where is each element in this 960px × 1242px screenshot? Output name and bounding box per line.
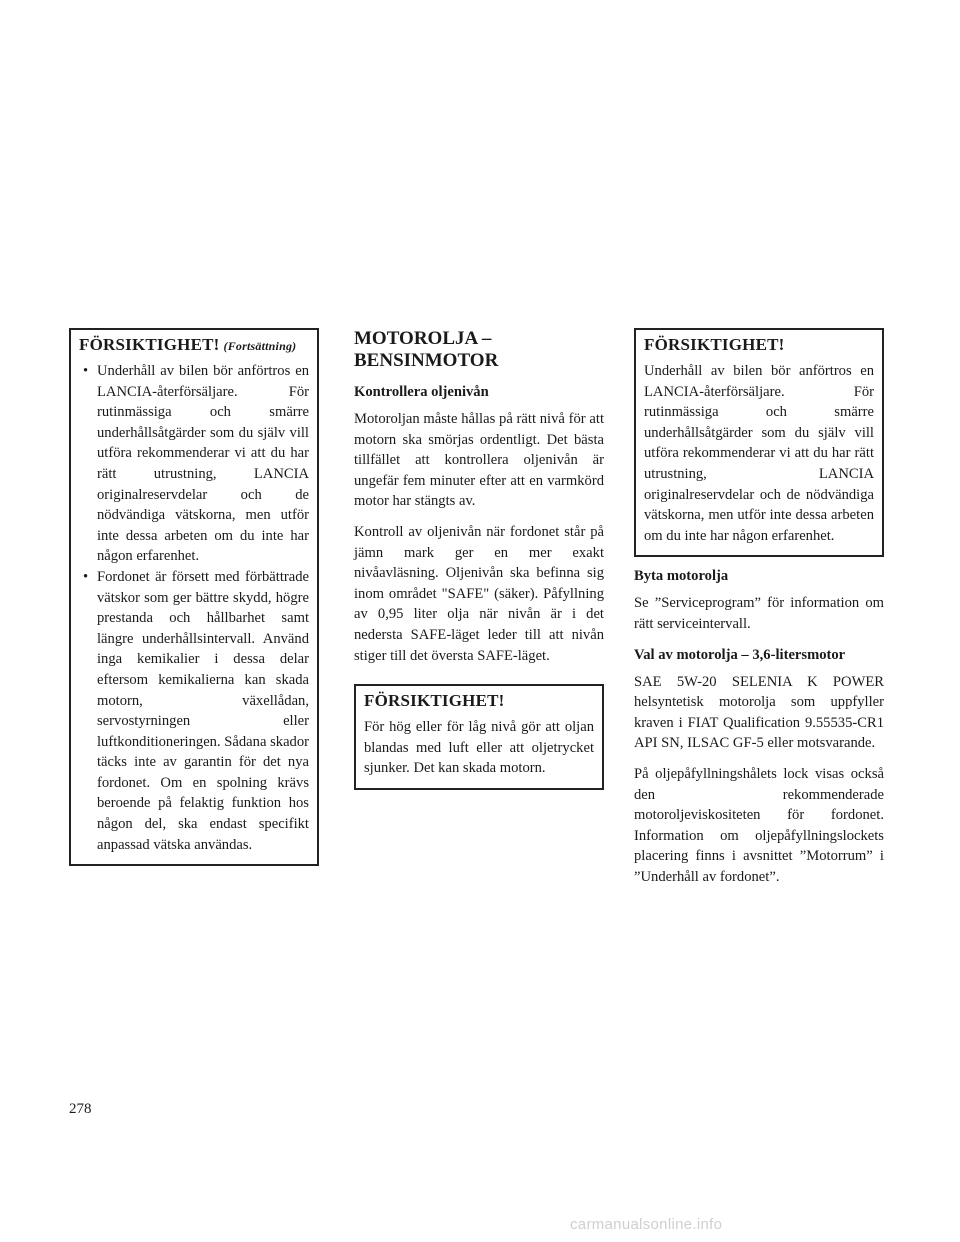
caution-title: FÖRSIKTIGHET! (364, 691, 505, 711)
body-paragraph: Kontroll av oljenivån när fordonet står på jämn mark ger en mer exakt nivåavläsning. Oljenivån ska befinna sig inom området "SAFE" (säker). Påfyllning av 0,95 liter olja när nivån är i det nedersta SAFE-läget leder till att nivån stiger till det översta SAFE-läget. (354, 523, 604, 664)
body-paragraph: SAE 5W-20 SELENIA K POWER helsyntetisk motorolja som uppfyller kraven i FIAT Qualification 9.55535-CR1 API SN, ILSAC GF-5 eller motsvarande. (634, 673, 884, 752)
watermark: carmanualsonline.info (570, 1216, 723, 1233)
column-middle (354, 328, 604, 790)
caution-continued-label: (Fortsättning) (223, 339, 297, 353)
subheading-oil-selection: Val av motorolja – 3,6-litersmotor (634, 646, 846, 663)
column-right (634, 328, 884, 897)
caution-bullet-item: • Fordonet är försett med förbättrade vätskor som ger bättre skydd, högre prestanda och hållbarhet samt längre underhållsintervall. Använd inga kemikalier i dessa delar eftersom kemikalierna kan skada motorn, växellådan, servostyrningen eller luftkonditioneringen. Sådana skador täcks inte av garantin för det nya fordonet. Om en spolning krävs beroende på felaktig funktion hos någon del, ska endast specifikt anpassad vätska användas. (79, 567, 309, 855)
column-left (69, 328, 319, 866)
caution-box (354, 684, 604, 790)
caution-text: För hög eller för låg nivå gör att oljan blandas med luft eller att oljetrycket sjunker. Det kan skada motorn. (364, 719, 594, 777)
subheading-check-oil-level: Kontrollera oljenivån (354, 384, 489, 400)
subheading-change-oil: Byta motorolja (634, 568, 729, 585)
section-title (354, 328, 604, 372)
caution-text: Underhåll av bilen bör anförtros en LANCIA-återförsäljare. För rutinmässiga och smärre underhållsåtgärder som du själv vill utföra rekommenderar vi att du har rätt utrustning, LANCIA originalreservdelar och de nödvändiga vätskorna, men utför inte dessa arbeten om du inte har någon erfarenhet. (644, 363, 874, 544)
body-paragraph: Se ”Serviceprogram” för information om rätt serviceintervall. (634, 595, 884, 632)
page-number: 278 (69, 1101, 92, 1117)
caution-bullet-item: • Underhåll av bilen bör anförtros en LANCIA-återförsäljare. För rutinmässiga och smärre underhållsåtgärder som du själv vill utföra rekommenderar vi att du har rätt utrustning, LANCIA originalreservdelar och de nödvändiga vätskorna, men utför inte dessa arbeten om du inte har någon erfarenhet. (79, 361, 309, 567)
caution-bullet-list (79, 361, 309, 855)
caution-title-text: FÖRSIKTIGHET! (79, 335, 220, 354)
caution-title (79, 335, 309, 355)
caution-title: FÖRSIKTIGHET! (644, 335, 785, 354)
caution-box-continued (69, 328, 319, 866)
section-title-line1: MOTOROLJA – (354, 328, 492, 349)
caution-box (634, 328, 884, 557)
body-paragraph: Motoroljan måste hållas på rätt nivå för att motorn ska smörjas ordentligt. Det bästa tillfället att kontrollera oljenivån är ungefär fem minuter efter att en varmkörd motor har stängts av. (354, 411, 604, 510)
body-paragraph: På oljepåfyllningshålets lock visas också den rekommenderade motoroljeviskositeten för fordonet. Information om oljepåfyllningslockets placering finns i avsnittet ”Motorrum” i ”Underhåll av fordonet”. (634, 765, 884, 885)
section-title-line2: BENSINMOTOR (354, 350, 499, 371)
